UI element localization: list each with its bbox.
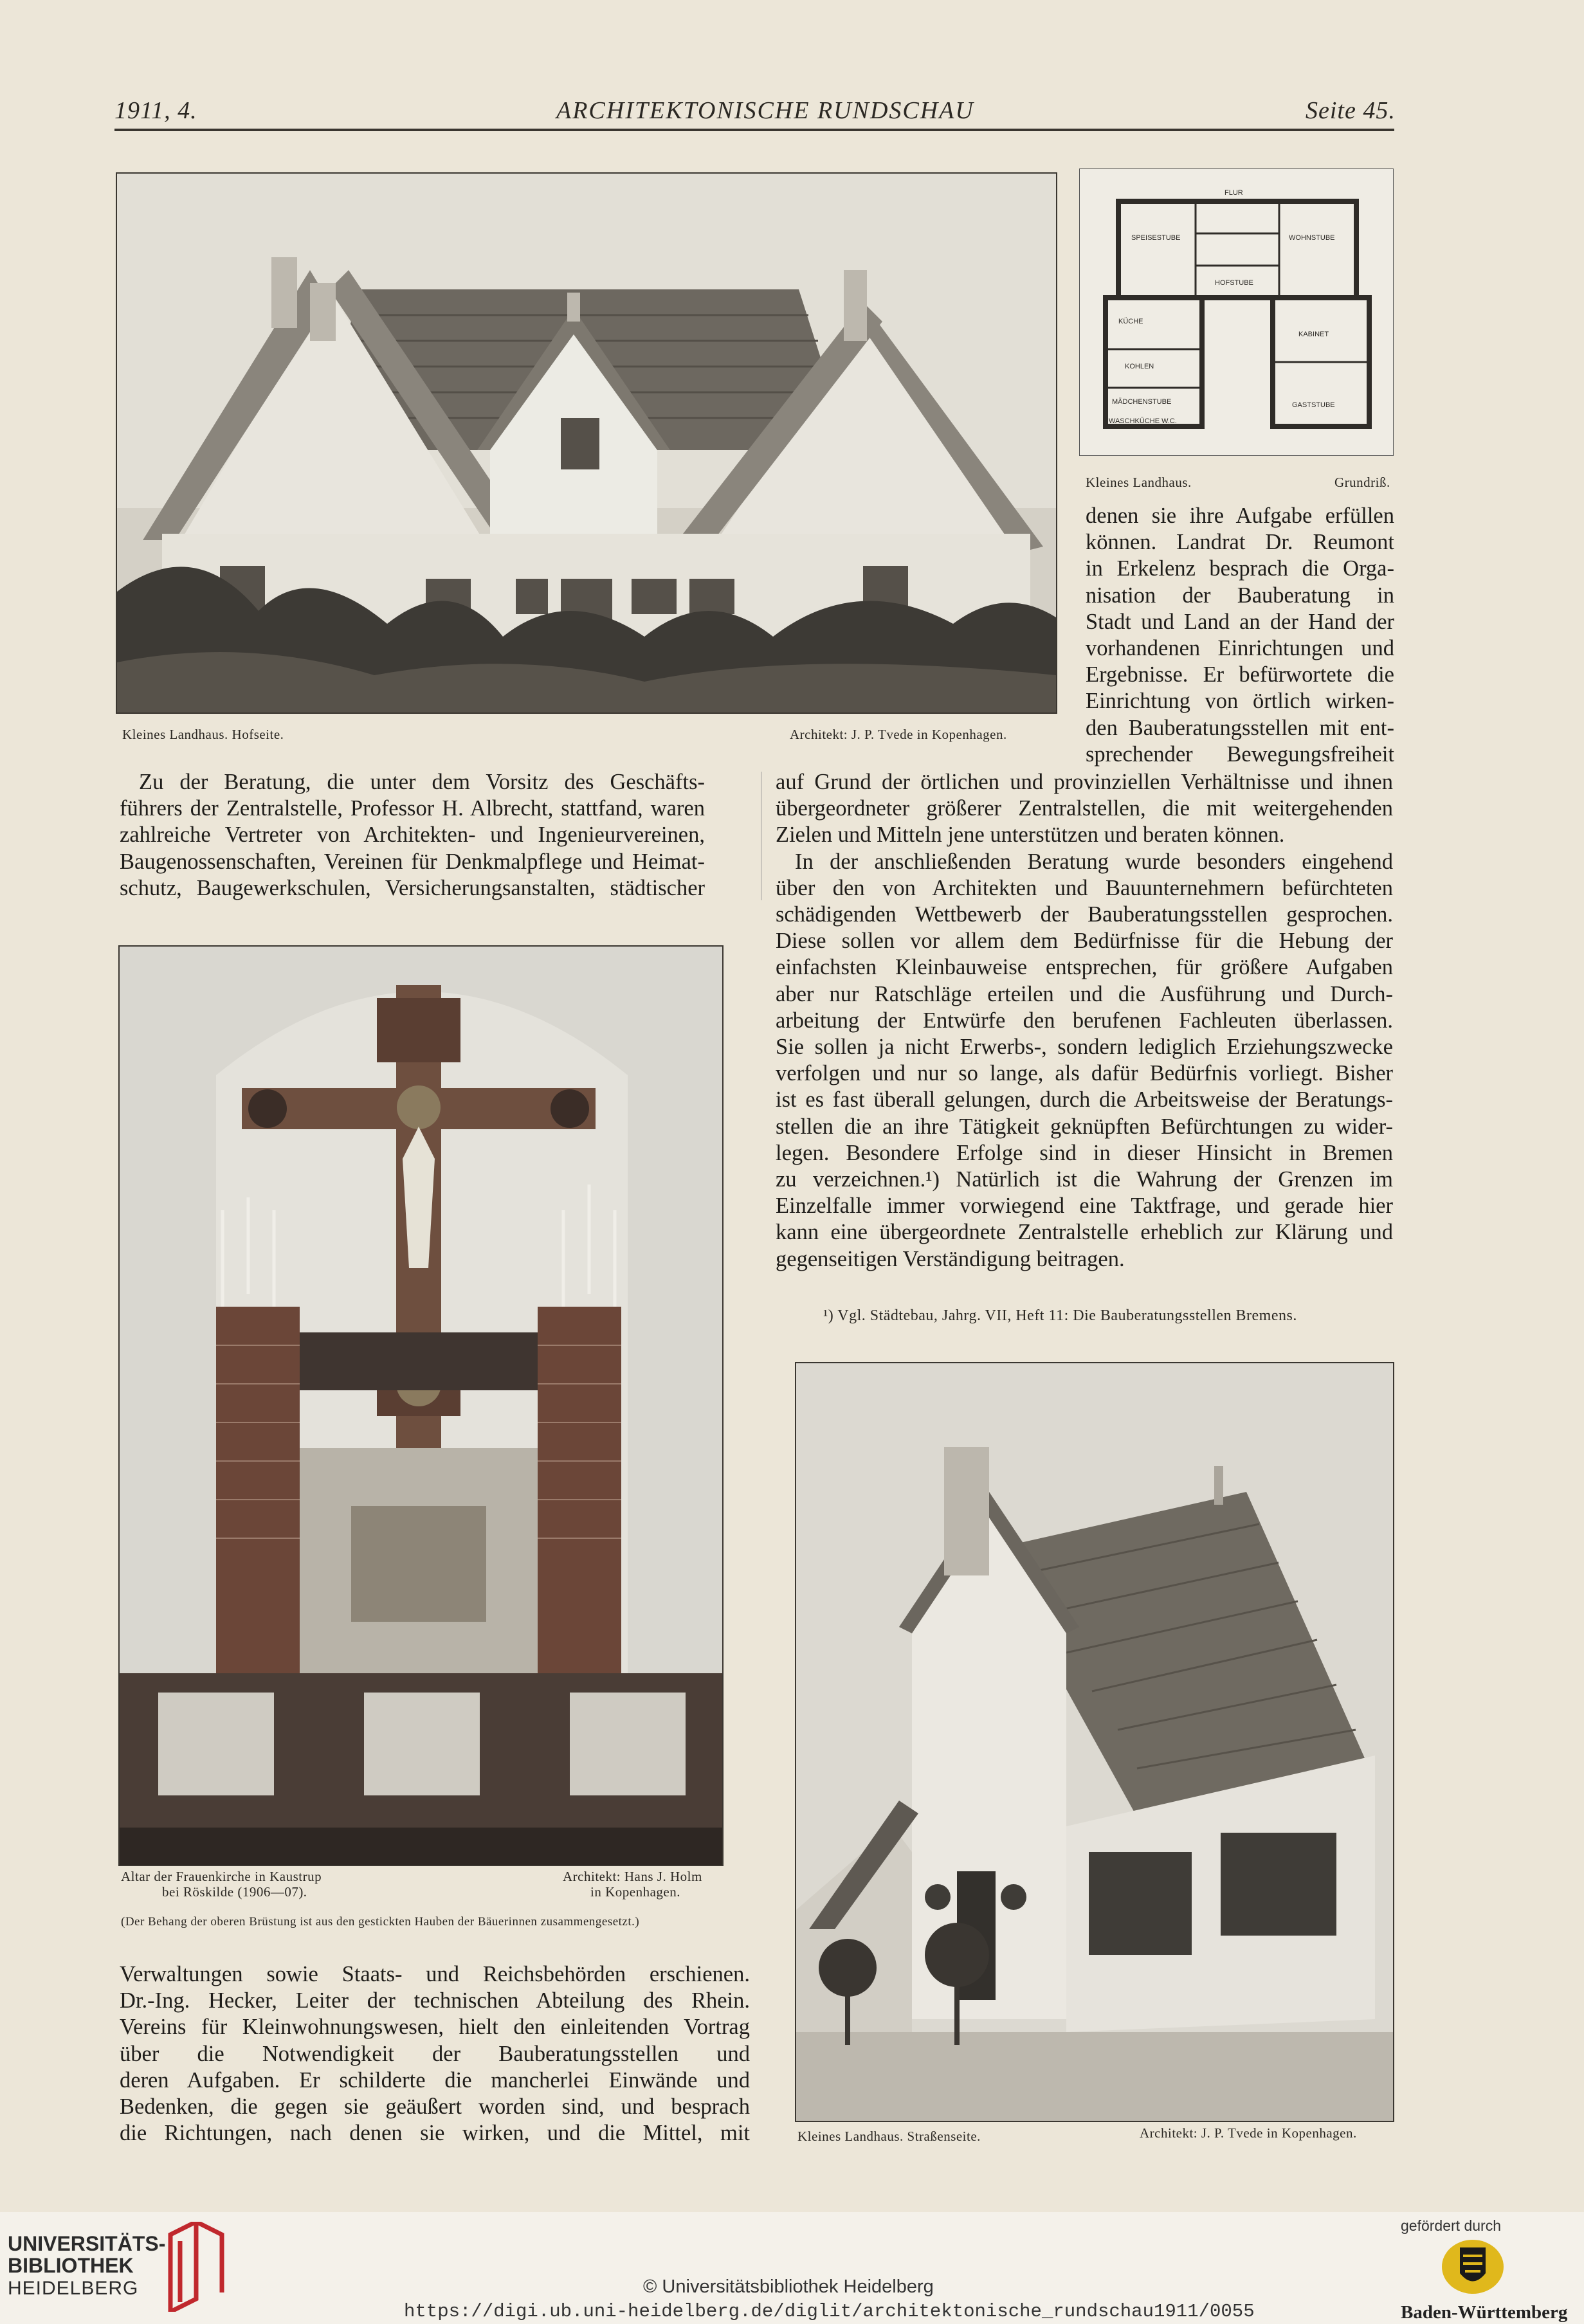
caption-altar-architect-line2: in Kopenhagen.: [590, 1884, 680, 1900]
text-line: legen. Besondere Erfolge sind in dieser Hinsicht in Bremen: [776, 1140, 1393, 1165]
text-line: stellen die an ihre Tätigkeit geknüpften Befürchtungen zu wider-: [776, 1114, 1393, 1139]
plan-room-kabinet: KABINET: [1298, 331, 1329, 338]
text-line: Diese sollen vor allem dem Bedürfnisse für die Hebung der: [776, 929, 1393, 954]
text-right-wide: [776, 769, 1393, 1273]
text-line: Zu der Beratung, die unter dem Vorsitz des Geschäfts-: [139, 770, 705, 794]
caption-hofseite-title: Kleines Landhaus. Hofseite.: [122, 727, 284, 742]
text-line: Dr.-Ing. Hecker, Leiter der technischen Abteilung des Rhein.: [120, 1988, 750, 2013]
text-line: Einzelfalle immer vorwiegend eine Taktfrage, und gerade hier: [776, 1194, 1393, 1219]
text-line: über die Notwendigkeit der Bauberatungsstellen und: [120, 2041, 750, 2066]
caption-altar-line1: Altar der Frauenkirche in Kaustrup: [121, 1869, 322, 1884]
text-line: nisation der Bauberatung in: [1086, 583, 1394, 608]
text-line: gegenseitigen Verständigung beitragen.: [776, 1246, 1125, 1271]
text-line: Ergebnisse. Er befürwortete die: [1086, 662, 1394, 687]
text-line: Vereins für Kleinwohnungswesen, hielt den einleitenden Vortrag: [120, 2015, 750, 2040]
library-logo-icon: [158, 2222, 235, 2312]
plan-room-maedchenstube: MÄDCHENSTUBE: [1112, 398, 1172, 406]
photo-strassenseite: [795, 1362, 1394, 2122]
library-name-line1: UNIVERSITÄTS-: [8, 2232, 166, 2255]
text-line: kann eine übergeordnete Zentralstelle erheblich zur Klärung und: [776, 1220, 1393, 1245]
plan-room-kueche: KÜCHE: [1118, 318, 1143, 325]
header-page-number: Seite 45.: [1306, 97, 1396, 124]
text-line: in Erkelenz besprach die Orga-: [1086, 556, 1394, 581]
plan-room-flur: FLUR: [1224, 189, 1243, 197]
text-line: auf Grund der örtlichen und provinziellen Verhältnisse und ihnen: [776, 770, 1393, 794]
text-line: Stadt und Land an der Hand der: [1086, 609, 1394, 634]
text-line: denen sie ihre Aufgabe erfüllen: [1086, 504, 1394, 528]
text-right-narrow: [1086, 503, 1394, 768]
photo-hofseite: [116, 172, 1057, 714]
funded-by-label: gefördert durch: [1401, 2217, 1501, 2234]
text-line: den Bauberatungsstellen mit ent-: [1086, 715, 1394, 740]
caption-grundriss-label: Grundriß.: [1334, 475, 1390, 490]
library-city: HEIDELBERG: [8, 2278, 139, 2299]
text-line: Einrichtung von örtlich wirken-: [1086, 689, 1394, 714]
plan-room-speisestube: SPEISESTUBE: [1131, 234, 1181, 242]
text-line: die Richtungen, nach denen sie wirken, und die Mittel, mit: [120, 2121, 750, 2146]
text-line: Baugenossenschaften, Vereinen für Denkmalpflege und Heimat-: [120, 849, 705, 874]
text-line: In der anschließenden Beratung wurde besonders eingehend: [795, 849, 1393, 874]
text-line: schädigenden Wettbewerb der Bauberatungsstellen gesprochen.: [776, 902, 1393, 927]
copyright-text: © Universitätsbibliothek Heidelberg: [643, 2276, 934, 2297]
plan-room-wohnstube: WOHNSTUBE: [1289, 234, 1335, 242]
header-rule: [114, 129, 1394, 131]
funder-name: Baden-Württemberg: [1401, 2302, 1568, 2323]
text-line: führers der Zentralstelle, Professor H. Albrecht, stattfand, waren: [120, 796, 705, 821]
plan-room-kohlen: KOHLEN: [1125, 363, 1154, 370]
permalink-url[interactable]: https://digi.ub.uni-heidelberg.de/diglit/architektonische_rundschau1911/0055: [404, 2301, 1255, 2322]
caption-altar-architect-line1: Architekt: Hans J. Holm: [563, 1869, 702, 1884]
header-year: 1911, 4.: [114, 97, 197, 124]
plan-room-gaststube: GASTSTUBE: [1292, 401, 1335, 409]
caption-altar-line2: bei Röskilde (1906—07).: [162, 1884, 307, 1900]
caption-strassenseite-title: Kleines Landhaus. Straßenseite.: [797, 2129, 981, 2144]
text-line: sprechender Bewegungsfreiheit: [1086, 741, 1394, 767]
footer-bar: [0, 2212, 1584, 2324]
text-line: vorhandenen Einrichtungen und: [1086, 636, 1394, 661]
text-line: Zielen und Mitteln jene unterstützen und beraten können.: [776, 822, 1285, 848]
caption-grundriss-title: Kleines Landhaus.: [1086, 475, 1192, 490]
text-line: können. Landrat Dr. Reumont: [1086, 530, 1394, 555]
text-line: arbeitung der Entwürfe den berufenen Fachleuten überlassen.: [776, 1008, 1393, 1033]
text-line: Sie sollen ja nicht Erwerbs-, sondern lediglich Erziehungszwecke: [776, 1035, 1393, 1060]
plan-room-hofstube: HOFSTUBE: [1215, 279, 1253, 287]
text-left-top: [120, 769, 705, 902]
caption-altar-note: (Der Behang der oberen Brüstung ist aus den gestickten Hauben der Bäuerinnen zusammengesetzt.): [121, 1915, 640, 1929]
text-line: Verwaltungen sowie Staats- und Reichsbehörden erschienen.: [120, 1962, 750, 1986]
photo-altar: [118, 945, 724, 1866]
text-line: zu verzeichnen.¹) Natürlich ist die Wahrung der Grenzen im: [776, 1167, 1393, 1192]
caption-hofseite-architect: Architekt: J. P. Tvede in Kopenhagen.: [790, 727, 1007, 742]
header-journal-title: ARCHITEKTONISCHE RUNDSCHAU: [556, 97, 974, 124]
text-line: einfachsten Kleinbauweise entsprechen, für größere Aufgaben: [776, 955, 1393, 980]
plan-room-waschkueche: WASCHKÜCHE W.C.: [1109, 417, 1177, 425]
text-line: schutz, Baugewerkschulen, Versicherungsanstalten, städtischer: [120, 875, 705, 900]
baden-wuerttemberg-coat-of-arms-icon: [1441, 2238, 1505, 2296]
text-line: über den von Architekten und Bauunternehmern befürchteten: [776, 875, 1393, 900]
library-name-line2: BIBLIOTHEK: [8, 2254, 134, 2277]
text-line: Bedenken, die gegen sie geäußert worden sind, und besprach: [120, 2094, 750, 2120]
floor-plan: [1079, 168, 1394, 456]
text-line: deren Aufgaben. Er schilderte die mancherlei Einwände und: [120, 2067, 750, 2093]
text-line: verfolgen und nur so lange, als dafür Bedürfnis vorliegt. Bisher: [776, 1061, 1393, 1086]
text-line: zahlreiche Vertreter von Architekten- und Ingenieurvereinen,: [120, 822, 705, 848]
text-line: aber nur Ratschläge erteilen und die Ausführung und Durch-: [776, 981, 1393, 1006]
text-line: ist es fast überall gelungen, durch die Arbeitsweise der Beratungs-: [776, 1087, 1393, 1112]
caption-strassenseite-architect: Architekt: J. P. Tvede in Kopenhagen.: [1140, 2125, 1357, 2141]
text-line: übergeordneter größerer Zentralstellen, die mit weitergehenden: [776, 796, 1393, 821]
footnote: ¹) Vgl. Städtebau, Jahrg. VII, Heft 11: Die Bauberatungsstellen Bremens.: [823, 1307, 1297, 1324]
text-left-bottom: [120, 1961, 750, 2147]
